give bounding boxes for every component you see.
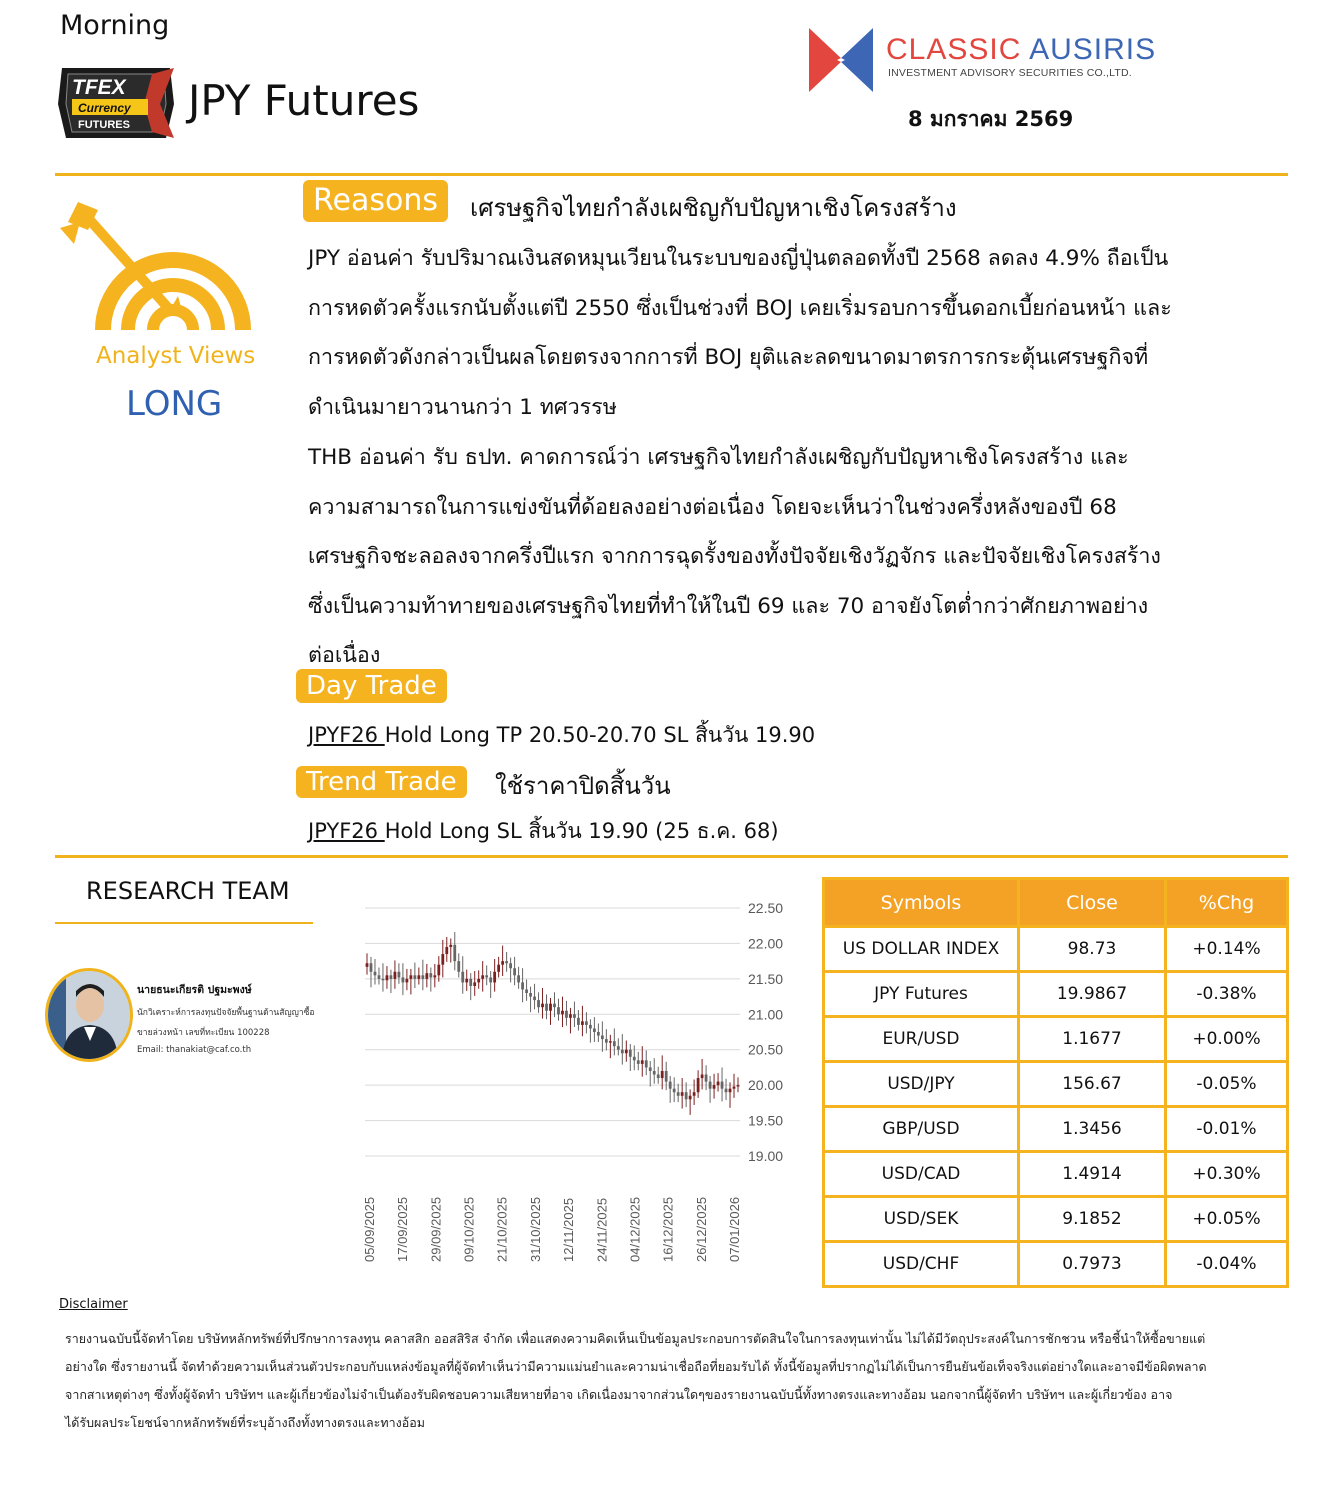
candle-body: [529, 993, 532, 997]
candle-body: [481, 975, 484, 979]
table-row: [824, 1107, 1288, 1152]
candle-body: [605, 1039, 608, 1043]
x-tick-label: 17/09/2025: [395, 1196, 411, 1262]
candle-body: [677, 1092, 680, 1096]
symbol-cell: GBP/USD: [824, 1107, 1019, 1152]
candle-body: [593, 1028, 596, 1032]
table-row: [824, 927, 1288, 972]
reason-paragraph-jpy: [308, 234, 1288, 432]
y-tick-label: 20.00: [748, 1077, 784, 1094]
candle-body: [378, 975, 381, 979]
analyst-avatar: [45, 968, 133, 1062]
candle-body: [473, 982, 476, 986]
candle-body: [697, 1078, 700, 1092]
candle-body: [545, 1004, 548, 1011]
candle-body: [441, 954, 444, 965]
symbol-cell: USD/CAD: [824, 1152, 1019, 1197]
trend-trade-symbol: JPYF26: [308, 819, 385, 843]
candle-body: [577, 1018, 580, 1025]
edition-label: Morning: [60, 10, 170, 41]
candle-body: [501, 961, 504, 965]
day-trade-badge: Day Trade: [296, 669, 447, 703]
table-row: [824, 1242, 1288, 1287]
candle-body: [533, 997, 536, 1001]
disclaimer-title: Disclaimer: [59, 1297, 128, 1312]
candle-body: [621, 1050, 624, 1054]
candle-body: [633, 1057, 636, 1061]
candle-body: [374, 972, 377, 976]
candle-body: [477, 979, 480, 983]
change-cell: -0.38%: [1166, 972, 1288, 1017]
x-tick-label: 16/12/2025: [660, 1196, 676, 1262]
candle-body: [709, 1082, 712, 1089]
candle-body: [390, 975, 393, 979]
paragraph-line: ต่อเนื่อง: [308, 643, 381, 668]
analyst-license: ขายล่วงหน้า เลขที่ทะเบียน 100228: [137, 1028, 270, 1038]
candle-body: [417, 975, 420, 979]
company-logo-icon: [805, 24, 877, 96]
candle-body: [485, 975, 488, 977]
y-tick-label: 19.50: [748, 1112, 784, 1129]
candle-body: [705, 1075, 708, 1082]
candle-body: [386, 975, 389, 980]
candle-body: [461, 972, 464, 983]
x-tick-label: 07/01/2026: [727, 1196, 742, 1262]
table-row: [824, 1017, 1288, 1062]
candle-body: [669, 1082, 672, 1089]
candle-body: [402, 977, 405, 982]
candle-body: [685, 1092, 688, 1099]
x-tick-label: 31/10/2025: [527, 1196, 543, 1262]
candle-body: [521, 982, 524, 989]
x-tick-label: 04/12/2025: [627, 1196, 643, 1262]
paragraph-line: JPY อ่อนค่า รับปริมาณเงินสดหมุนเวียนในระบบของญี่ปุ่นตลอดทั้งปี 2568 ลดลง 4.9% ถือเป็น: [308, 246, 1169, 271]
symbol-cell: USD/CHF: [824, 1242, 1019, 1287]
analyst-email: Email: thanakiat@caf.co.th: [137, 1045, 252, 1055]
candle-body: [713, 1085, 716, 1089]
candle-body: [553, 1004, 556, 1008]
candle-body: [601, 1036, 604, 1040]
price-candlestick-chart: [350, 890, 810, 1270]
table-row: [824, 1062, 1288, 1107]
day-trade-symbol: JPYF26: [308, 723, 385, 747]
svg-text:TFEX: TFEX: [72, 76, 126, 99]
candle-body: [565, 1011, 568, 1018]
paragraph-line: การหดตัวครั้งแรกนับตั้งแต่ปี 2550 ซึ่งเป็นช่วงที่ BOJ เคยเริ่มรอบการขึ้นดอกเบี้ยก่อนหน้า และ: [308, 295, 1172, 321]
candle-body: [398, 972, 401, 978]
close-cell: 1.3456: [1019, 1107, 1166, 1152]
candle-body: [370, 963, 373, 972]
candle-body: [657, 1075, 660, 1079]
candle-body: [625, 1050, 628, 1054]
candle-body: [509, 963, 512, 968]
candle-body: [549, 1004, 552, 1011]
candle-body: [661, 1071, 664, 1078]
y-tick-label: 21.00: [748, 1006, 784, 1023]
close-cell: 9.1852: [1019, 1197, 1166, 1242]
disclaimer-line: ได้รับผลประโยชน์จากหลักทรัพย์ที่ระบุอ้างถึงทั้งทางตรงและทางอ้อม: [65, 1415, 425, 1430]
symbol-cell: JPY Futures: [824, 972, 1019, 1017]
candle-body: [413, 975, 416, 979]
page-title: JPY Futures: [188, 76, 420, 125]
column-header-symbols: Symbols: [824, 879, 1019, 927]
candle-body: [465, 979, 468, 983]
close-cell: 1.1677: [1019, 1017, 1166, 1062]
x-tick-label: 12/11/2025: [561, 1197, 577, 1262]
candle-body: [561, 1011, 564, 1015]
y-tick-label: 20.50: [748, 1041, 784, 1058]
paragraph-line: ดำเนินมายาวนานกว่า 1 ทศวรรษ: [308, 394, 617, 420]
paragraph-line: ซึ่งเป็นความท้าทายของเศรษฐกิจไทยที่ทำให้ในปี 69 และ 70 อาจยังโตต่ำกว่าศักยภาพอย่าง: [308, 593, 1149, 619]
company-subtitle: INVESTMENT ADVISORY SECURITIES CO.,LTD.: [888, 67, 1132, 79]
day-trade-recommendation: [308, 719, 815, 752]
candle-body: [589, 1025, 592, 1029]
candle-body: [637, 1060, 640, 1064]
column-header-close: Close: [1019, 879, 1166, 927]
x-tick-label: 09/10/2025: [461, 1196, 477, 1262]
candle-body: [505, 961, 508, 963]
change-cell: +0.00%: [1166, 1017, 1288, 1062]
paragraph-line: เศรษฐกิจชะลอลงจากครึ่งปีแรก จากการฉุดรั้งของทั้งปัจจัยเชิงวัฏจักร และปัจจัยเชิงโครงสร้าง: [308, 544, 1161, 569]
candle-body: [629, 1050, 632, 1057]
candle-body: [613, 1041, 616, 1046]
table-header-row: [824, 879, 1288, 927]
table-row: [824, 1152, 1288, 1197]
candle-body: [609, 1041, 612, 1042]
target-arrow-icon: [58, 200, 263, 330]
y-tick-label: 21.50: [748, 970, 784, 987]
candle-body: [405, 979, 408, 983]
x-tick-label: 24/11/2025: [594, 1197, 610, 1262]
research-team-underline: [55, 922, 313, 924]
candle-body: [649, 1067, 652, 1071]
candle-body: [569, 1014, 572, 1018]
change-cell: -0.04%: [1166, 1242, 1288, 1287]
reasons-headline: เศรษฐกิจไทยกำลังเผชิญกับปัญหาเชิงโครงสร้าง: [470, 194, 957, 222]
candle-body: [673, 1089, 676, 1093]
table-row: [824, 972, 1288, 1017]
candle-body: [733, 1087, 736, 1089]
candle-body: [729, 1089, 732, 1093]
candle-body: [573, 1014, 576, 1018]
stance-label: LONG: [126, 384, 223, 424]
x-tick-label: 26/12/2025: [693, 1196, 709, 1262]
change-cell: +0.30%: [1166, 1152, 1288, 1197]
candle-body: [717, 1082, 720, 1086]
market-quotes-table: [822, 877, 1289, 1288]
candle-body: [394, 972, 397, 979]
candle-body: [537, 1000, 540, 1007]
research-team-heading: RESEARCH TEAM: [86, 877, 290, 905]
disclaimer-line: อย่างใด ซึ่งรายงานนี้ จัดทำด้วยความเห็นส่วนตัวประกอบกับแหล่งข้อมูลที่ผู้จัดทำเห็นว่ามีความแม่นยำและความน่าเชื่อถือที่ยอมรับได้ ทั้งนี้ข้อมูลที่ปรากฏไม่ได้เป็นการยืนยันข้อเท็จจริงแต่อย่างใดและอาจมีข้อผิดพลาด: [65, 1359, 1207, 1374]
candle-body: [581, 1021, 584, 1025]
candle-body: [557, 1007, 560, 1014]
close-cell: 156.67: [1019, 1062, 1166, 1107]
symbol-cell: EUR/USD: [824, 1017, 1019, 1062]
tfex-currency-futures-logo: [56, 64, 176, 144]
candle-body: [597, 1032, 600, 1036]
candle-body: [585, 1021, 588, 1025]
change-cell: +0.14%: [1166, 927, 1288, 972]
analyst-name: นายธนะเกียรติ ปฐมะพงษ์: [137, 984, 252, 996]
header-divider: [55, 173, 1288, 176]
candle-body: [425, 973, 428, 979]
change-cell: -0.01%: [1166, 1107, 1288, 1152]
candle-body: [617, 1046, 620, 1050]
candle-body: [541, 1004, 544, 1008]
y-tick-label: 22.50: [748, 900, 784, 916]
candle-body: [469, 979, 472, 986]
candle-body: [421, 975, 424, 979]
symbol-cell: US DOLLAR INDEX: [824, 927, 1019, 972]
candle-body: [525, 989, 528, 993]
disclaimer-text: [65, 1325, 1270, 1437]
candle-body: [497, 965, 500, 972]
y-tick-label: 22.00: [748, 935, 784, 952]
paragraph-line: ความสามารถในการแข่งขันที่ด้อยลงอย่างต่อเนื่อง โดยจะเห็นว่าในช่วงครึ่งหลังของปี 68: [308, 494, 1117, 520]
candle-body: [429, 973, 432, 977]
disclaimer-line: จากสาเหตุต่างๆ ซึ่งทั้งผู้จัดทำ บริษัทฯ และผู้เกี่ยวข้องไม่จำเป็นต้องรับผิดชอบความเสียหายที่อาจ เกิดเนื่องมาจากส่วนใดๆของรายงานฉบับนี้ทั้งทางตรงและทางอ้อม นอกจากนี้ผู้จัดทำ บริษัทฯ และผู้เกี่ยวข้อง อาจ: [65, 1387, 1173, 1402]
reason-paragraph-thb: [308, 433, 1288, 681]
candle-body: [641, 1060, 644, 1064]
disclaimer-line: รายงานฉบับนี้จัดทำโดย บริษัทหลักทรัพย์ที่ปรึกษาการลงทุน คลาสสิก ออสสิริส จำกัด เพื่อแสดงความคิดเห็นเป็นข้อมูลประกอบการตัดสินใจในการลงทุนเท่านั้น ไม่ได้มีวัตถุประสงค์ในการชักชวน หรือชี้นำให้ซื้อขายแต่: [65, 1331, 1206, 1346]
candle-body: [366, 963, 369, 967]
candle-body: [445, 947, 448, 954]
candle-body: [489, 977, 492, 982]
x-tick-label: 21/10/2025: [494, 1196, 510, 1262]
x-tick-label: 05/09/2025: [362, 1196, 377, 1262]
close-cell: 19.9867: [1019, 972, 1166, 1017]
candle-body: [653, 1071, 656, 1075]
column-header-chg: %Chg: [1166, 879, 1288, 927]
candle-body: [737, 1085, 740, 1086]
candle-body: [437, 965, 440, 976]
candle-body: [513, 968, 516, 975]
candle-body: [665, 1071, 668, 1082]
section-divider: [55, 855, 1288, 858]
close-cell: 0.7973: [1019, 1242, 1166, 1287]
change-cell: +0.05%: [1166, 1197, 1288, 1242]
candle-body: [433, 975, 436, 977]
report-date: 8 มกราคม 2569: [908, 107, 1074, 131]
candle-body: [725, 1089, 728, 1093]
candle-body: [449, 945, 452, 947]
trend-trade-recommendation: [308, 815, 779, 848]
trend-trade-note: ใช้ราคาปิดสิ้นวัน: [495, 772, 671, 800]
candle-body: [493, 972, 496, 983]
candle-body: [453, 945, 456, 961]
day-trade-text: Hold Long TP 20.50-20.70 SL สิ้นวัน 19.90: [384, 723, 816, 747]
y-tick-label: 19.00: [748, 1148, 784, 1164]
reasons-badge: Reasons: [303, 180, 448, 222]
candle-body: [382, 979, 385, 980]
trend-trade-text: Hold Long SL สิ้นวัน 19.90 (25 ธ.ค. 68): [384, 819, 779, 843]
table-row: [824, 1197, 1288, 1242]
candle-body: [721, 1082, 724, 1089]
x-tick-label: 29/09/2025: [428, 1196, 444, 1262]
analyst-role: นักวิเคราะห์การลงทุนปัจจัยพื้นฐานด้านสัญญาซื้อ: [137, 1008, 315, 1018]
paragraph-line: การหดตัวดังกล่าวเป็นผลโดยตรงจากการที่ BOJ ยุติและลดขนาดมาตรการกระตุ้นเศรษฐกิจที่: [308, 345, 1149, 370]
company-name: CLASSIC AUSIRIS: [886, 33, 1157, 66]
paragraph-line: THB อ่อนค่า รับ ธปท. คาดการณ์ว่า เศรษฐกิจไทยกำลังเผชิญกับปัญหาเชิงโครงสร้าง และ: [308, 445, 1129, 470]
candle-body: [701, 1075, 704, 1079]
candle-body: [457, 961, 460, 972]
trend-trade-badge: Trend Trade: [296, 766, 467, 798]
candle-body: [693, 1092, 696, 1096]
svg-text:Currency: Currency: [78, 101, 131, 115]
candle-body: [409, 975, 412, 979]
candle-body: [517, 975, 520, 982]
candle-body: [645, 1060, 648, 1067]
analyst-photo-icon: [48, 971, 130, 1059]
close-cell: 1.4914: [1019, 1152, 1166, 1197]
close-cell: 98.73: [1019, 927, 1166, 972]
svg-text:FUTURES: FUTURES: [78, 119, 130, 131]
candle-body: [689, 1096, 692, 1100]
change-cell: -0.05%: [1166, 1062, 1288, 1107]
analyst-views-label: Analyst Views: [96, 343, 256, 369]
symbol-cell: USD/JPY: [824, 1062, 1019, 1107]
symbol-cell: USD/SEK: [824, 1197, 1019, 1242]
candle-body: [681, 1092, 684, 1096]
